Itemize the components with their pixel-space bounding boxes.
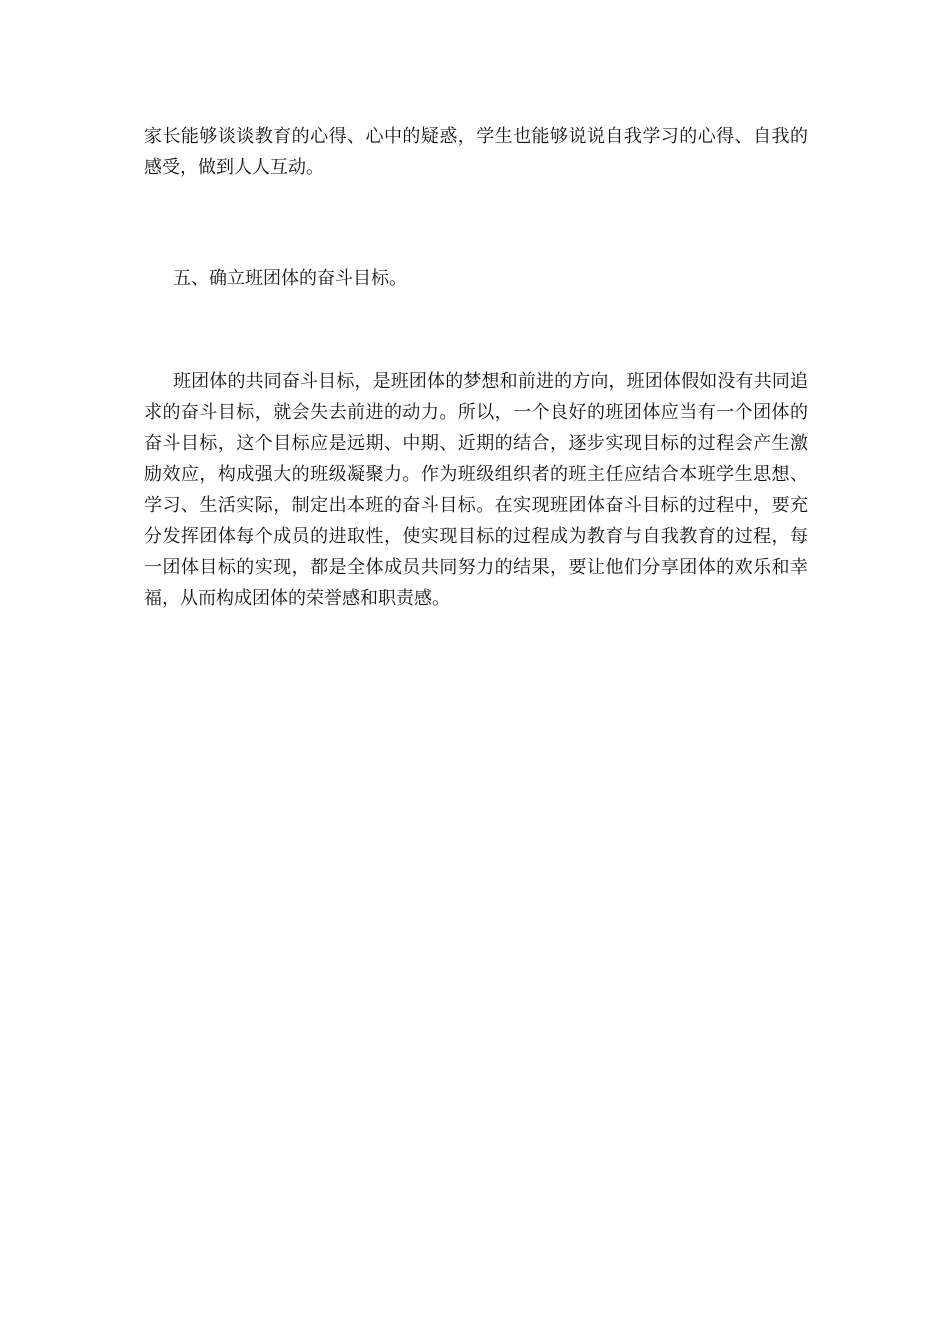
section-heading: 五、确立班团体的奋斗目标。 (173, 268, 407, 289)
paragraph-continuation: 家长能够谈谈教育的心得、心中的疑惑，学生也能够说说自我学习的心得、自我的感受，做到人人互动。 (144, 126, 808, 178)
paragraph-body: 班团体的共同奋斗目标，是班团体的梦想和前进的方向，班团体假如没有共同追求的奋斗目标，就会失去前进的动力。所以，一个良好的班团体应当有一个团体的奋斗目标，这个目标应是远期、中期、近期的结合，逐步实现目标的过程会产生激励效应，构成强大的班级凝聚力。作为班级组织者的班主任应结合本班学生思想、学习、生活实际，制定出本班的奋斗目标。在实现班团体奋斗目标的过程中，要充分发挥团体每个成员的进取性，使实现目标的过程成为教育与自我教育的过程，每一团体目标的实现，都是全体成员共同努力的结果，要让他们分享团体的欢乐和幸福，从而构成团体的荣誉感和职责感。 (144, 371, 808, 609)
